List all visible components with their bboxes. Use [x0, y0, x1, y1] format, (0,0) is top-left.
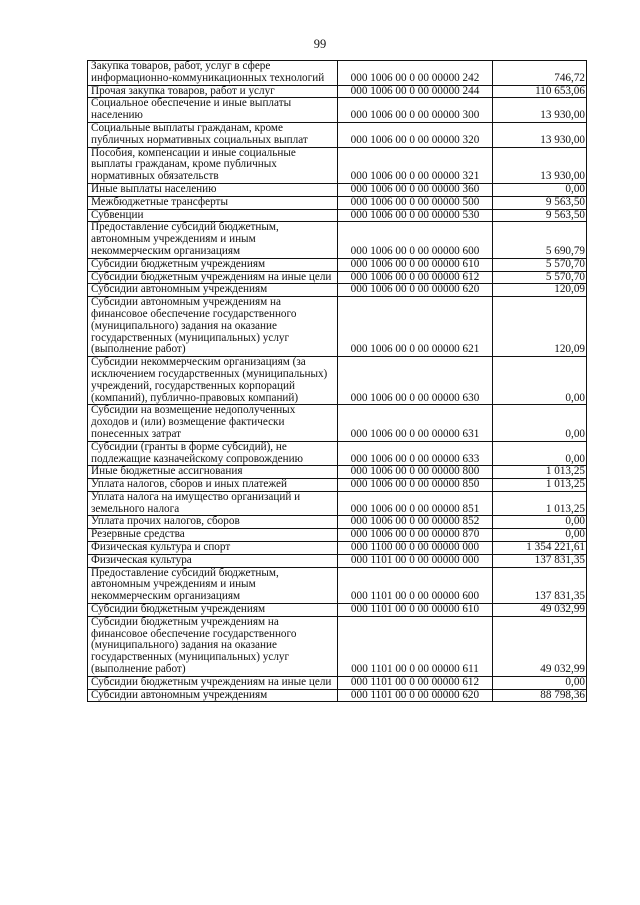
row-code: 000 1006 00 0 00 00000 621: [338, 297, 493, 357]
row-code: 000 1006 00 0 00 00000 630: [338, 357, 493, 405]
row-amount: 120,09: [493, 284, 587, 297]
table-row: [88, 357, 587, 405]
table-row: [88, 196, 587, 209]
row-amount: 0,00: [493, 529, 587, 542]
row-amount: 1 013,25: [493, 466, 587, 479]
table-row: [88, 441, 587, 466]
row-amount: 49 032,99: [493, 616, 587, 676]
row-amount: 1 354 221,61: [493, 542, 587, 555]
row-amount: 5 570,70: [493, 258, 587, 271]
row-code: 000 1006 00 0 00 00000 500: [338, 196, 493, 209]
table-row: [88, 209, 587, 222]
row-name: Уплата налога на имущество организаций и земельного налога: [88, 491, 338, 516]
row-code: 000 1006 00 0 00 00000 321: [338, 147, 493, 183]
row-name: Физическая культура: [88, 554, 338, 567]
row-code: 000 1006 00 0 00 00000 870: [338, 529, 493, 542]
row-name: Субсидии некоммерческим организациям (за исключением государственных (муниципальных) учреждений, государственных корпораций (компаний), публично-правовых компаний): [88, 357, 338, 405]
table-row: [88, 222, 587, 258]
row-code: 000 1006 00 0 00 00000 631: [338, 405, 493, 441]
row-code: 000 1006 00 0 00 00000 360: [338, 183, 493, 196]
table-row: [88, 98, 587, 123]
row-amount: 0,00: [493, 516, 587, 529]
row-code: 000 1101 00 0 00 00000 612: [338, 676, 493, 689]
row-name: Пособия, компенсации и иные социальные выплаты гражданам, кроме публичных нормативных обязательств: [88, 147, 338, 183]
row-code: 000 1006 00 0 00 00000 242: [338, 61, 493, 86]
row-name: Субсидии автономным учреждениям на финансовое обеспечение государственного (муниципального) задания на оказание государственных (муниципальных) услуг (выполнение работ): [88, 297, 338, 357]
row-name: Социальное обеспечение и иные выплаты населению: [88, 98, 338, 123]
row-name: Социальные выплаты гражданам, кроме публичных нормативных социальных выплат: [88, 122, 338, 147]
row-code: 000 1006 00 0 00 00000 852: [338, 516, 493, 529]
row-amount: 0,00: [493, 676, 587, 689]
table-row: [88, 479, 587, 492]
row-code: 000 1101 00 0 00 00000 000: [338, 554, 493, 567]
row-name: Резервные средства: [88, 529, 338, 542]
table-row: [88, 466, 587, 479]
row-amount: 13 930,00: [493, 98, 587, 123]
row-name: Уплата прочих налогов, сборов: [88, 516, 338, 529]
row-name: Предоставление субсидий бюджетным, автономным учреждениям и иным некоммерческим организациям: [88, 567, 338, 603]
row-code: 000 1006 00 0 00 00000 800: [338, 466, 493, 479]
row-name: Прочая закупка товаров, работ и услуг: [88, 85, 338, 98]
table-row: [88, 122, 587, 147]
table-row: [88, 61, 587, 86]
row-amount: 0,00: [493, 357, 587, 405]
page-number: 99: [313, 37, 327, 51]
row-name: Уплата налогов, сборов и иных платежей: [88, 479, 338, 492]
row-name: Субсидии бюджетным учреждениям на иные цели: [88, 676, 338, 689]
row-amount: 13 930,00: [493, 147, 587, 183]
row-code: 000 1006 00 0 00 00000 850: [338, 479, 493, 492]
row-name: Субсидии на возмещение недополученных доходов и (или) возмещение фактически понесенных затрат: [88, 405, 338, 441]
row-code: 000 1006 00 0 00 00000 600: [338, 222, 493, 258]
row-code: 000 1006 00 0 00 00000 633: [338, 441, 493, 466]
row-code: 000 1101 00 0 00 00000 611: [338, 616, 493, 676]
row-amount: 0,00: [493, 441, 587, 466]
table-row: [88, 85, 587, 98]
table-row: [88, 529, 587, 542]
row-code: 000 1101 00 0 00 00000 610: [338, 604, 493, 617]
table-row: [88, 516, 587, 529]
row-name: Предоставление субсидий бюджетным, автономным учреждениям и иным некоммерческим организациям: [88, 222, 338, 258]
row-name: Субсидии автономным учреждениям: [88, 284, 338, 297]
row-name: Субсидии бюджетным учреждениям: [88, 258, 338, 271]
row-name: Субсидии автономным учреждениям: [88, 689, 338, 702]
row-amount: 746,72: [493, 61, 587, 86]
table-row: [88, 297, 587, 357]
row-amount: 88 798,36: [493, 689, 587, 702]
row-code: 000 1006 00 0 00 00000 620: [338, 284, 493, 297]
table-row: [88, 616, 587, 676]
row-code: 000 1006 00 0 00 00000 320: [338, 122, 493, 147]
table-row: [88, 258, 587, 271]
budget-table-body: [88, 61, 587, 702]
table-row: [88, 284, 587, 297]
row-name: Иные бюджетные ассигнования: [88, 466, 338, 479]
row-code: 000 1006 00 0 00 00000 244: [338, 85, 493, 98]
table-row: [88, 604, 587, 617]
row-amount: 110 653,06: [493, 85, 587, 98]
row-name: Физическая культура и спорт: [88, 542, 338, 555]
row-amount: 1 013,25: [493, 479, 587, 492]
row-name: Субсидии бюджетным учреждениям: [88, 604, 338, 617]
row-amount: 9 563,50: [493, 196, 587, 209]
row-amount: 5 690,79: [493, 222, 587, 258]
row-amount: 1 013,25: [493, 491, 587, 516]
row-amount: 49 032,99: [493, 604, 587, 617]
row-code: 000 1101 00 0 00 00000 600: [338, 567, 493, 603]
row-name: Иные выплаты населению: [88, 183, 338, 196]
row-amount: 137 831,35: [493, 554, 587, 567]
table-row: [88, 689, 587, 702]
row-amount: 120,09: [493, 297, 587, 357]
row-code: 000 1006 00 0 00 00000 610: [338, 258, 493, 271]
row-name: Субсидии бюджетным учреждениям на финансовое обеспечение государственного (муниципального) задания на оказание государственных (муниципальных) услуг (выполнение работ): [88, 616, 338, 676]
table-row: [88, 183, 587, 196]
row-code: 000 1006 00 0 00 00000 612: [338, 271, 493, 284]
row-code: 000 1006 00 0 00 00000 530: [338, 209, 493, 222]
row-name: Межбюджетные трансферты: [88, 196, 338, 209]
row-code: 000 1100 00 0 00 00000 000: [338, 542, 493, 555]
table-row: [88, 491, 587, 516]
row-name: Закупка товаров, работ, услуг в сфере информационно-коммуникационных технологий: [88, 61, 338, 86]
row-amount: 0,00: [493, 183, 587, 196]
row-amount: 13 930,00: [493, 122, 587, 147]
table-row: [88, 271, 587, 284]
row-code: 000 1101 00 0 00 00000 620: [338, 689, 493, 702]
table-row: [88, 554, 587, 567]
table-row: [88, 567, 587, 603]
row-name: Субсидии бюджетным учреждениям на иные цели: [88, 271, 338, 284]
table-row: [88, 676, 587, 689]
row-amount: 137 831,35: [493, 567, 587, 603]
row-amount: 9 563,50: [493, 209, 587, 222]
table-row: [88, 147, 587, 183]
row-amount: 0,00: [493, 405, 587, 441]
table-row: [88, 405, 587, 441]
table-row: [88, 542, 587, 555]
row-code: 000 1006 00 0 00 00000 300: [338, 98, 493, 123]
row-code: 000 1006 00 0 00 00000 851: [338, 491, 493, 516]
row-name: Субвенции: [88, 209, 338, 222]
budget-table: [87, 60, 587, 702]
row-amount: 5 570,70: [493, 271, 587, 284]
row-name: Субсидии (гранты в форме субсидий), не подлежащие казначейскому сопровождению: [88, 441, 338, 466]
